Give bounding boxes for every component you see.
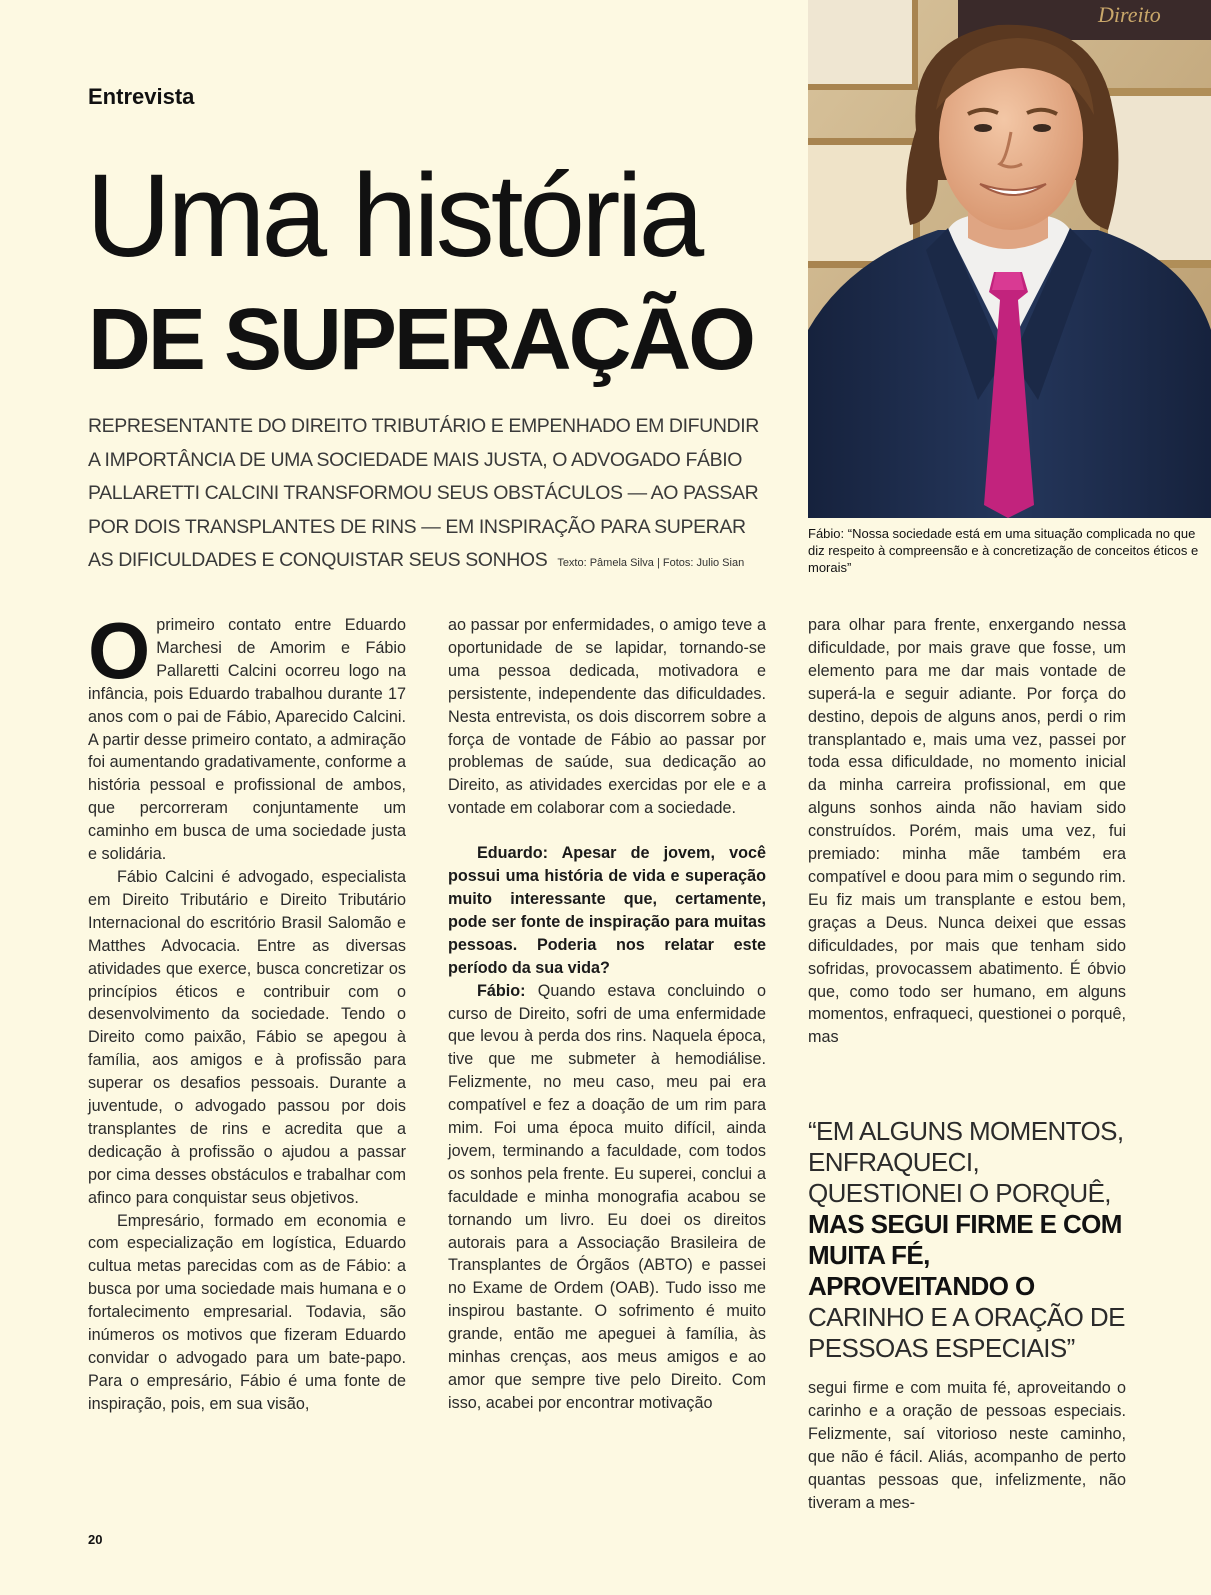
photo-caption: Fábio: “Nossa sociedade está em uma situação complicada no que diz respeito à compreensão e à concretização de conceitos éticos e morais” [808,526,1199,575]
paragraph: Fábio Calcini é advogado, especialista em Direito Tributário e Direito Tributário Internacional do escritório Brasil Salomão e Matthes Advocacia. Entre as diversas atividades que exerce, busca concretizar os princípios éticos e contribuir com o desenvolvimento da sociedade. Tendo o Direito como paixão, Fábio se apegou à família, aos amigos e à profissão para superar os desafios pessoais. Durante a juventude, o advogado passou por dois transplantes de rins e acredita que a dedicação à profissão o ajudou a passar por cima desses obstáculos e trabalhar com afinco para conquistar seus objetivos. [88,867,406,1207]
photo-text-credit: Texto: Pâmela Silva | Fotos: Julio Sian [557,557,745,569]
article-title-line1: Uma história [86,150,701,282]
column-2 [448,614,766,1415]
answer-speaker: Fábio: [477,981,526,1000]
pennant-text: Direito [1098,2,1161,27]
interview-answer [448,980,766,1415]
pull-quote-part1: “EM ALGUNS MOMENTOS, ENFRAQUECI, QUESTIONEI O PORQUÊ, [808,1116,1124,1208]
lede-text: REPRESENTANTE DO DIREITO TRIBUTÁRIO E EMPENHADO EM DIFUNDIR A IMPORTÂNCIA DE UMA SOCIEDADE MAIS JUSTA, O ADVOGADO FÁBIO PALLARETTI CALCINI TRANSFORMOU SEUS OBSTÁCULOS — AO PASSAR POR DOIS TRANSPLANTES DE RINS — EM INSPIRAÇÃO PARA SUPERAR AS DIFICULDADES E CONQUISTAR SEUS SONHOS [88,415,759,571]
paragraph: para olhar para frente, enxergando nessa dificuldade, por mais grave que fosse, um elemento para me dar mais vontade de superá-la e seguir adiante. Por força do destino, depois de alguns anos, perdi o rim transplantado e, mais uma vez, passei por toda essa dificuldade, no momento inicial da minha carreira profissional, em que alguns sonhos ainda não haviam sido construídos. Porém, mais uma vez, fui premiado: minha mãe também era compatível e doou para mim o segundo rim. Eu fiz mais um transplante e estou bem, graças a Deus. Nunca deixei que essas dificuldades, por mais que tenham sido sofridas, provocassem abatimento. É óbvio que, como todo ser humano, em alguns momentos, enfraqueci, questionei o porquê, mas [808,616,1126,1047]
pull-quote-part2: CARINHO E A ORAÇÃO DE PESSOAS ESPECIAIS” [808,1302,1125,1363]
intro-paragraph [88,606,406,866]
article-title-line2: DE SUPERAÇÃO [88,291,753,388]
paragraph: Empresário, formado em economia e com especialização em logística, Eduardo cultua metas parecidas com as de Fábio: a busca por uma sociedade mais humana e o fortalecimento empresarial. Todavia, são inúmeros os motivos que fizeram Eduardo convidar o advogado para um bate-papo. Para o empresário, Fábio é uma fonte de inspiração, pois, em sua visão, [88,1211,406,1413]
portrait-photo [808,0,1211,518]
interview-question: Eduardo: Apesar de jovem, você possui uma história de vida e superação muito interessante que, certamente, pode ser fonte de inspiração para muitas pessoas. Poderia nos relatar este período da sua vida? [448,844,766,977]
paragraph-text: primeiro contato entre Eduardo Marchesi de Amorim e Fábio Pallaretti Calcini ocorreu logo na infância, pois Eduardo trabalhou durante 17 anos com o pai de Fábio, Aparecido Calcini. A partir desse primeiro contato, a admiração foi aumentando gradativamente, conforme a história pessoal e profissional de ambos, que percorreram conjuntamente um caminho em busca de uma sociedade justa e solidária. [88,616,406,864]
column-1 [88,606,406,1416]
paragraph: segui firme e com muita fé, aproveitando o carinho e a oração de pessoas especiais. Felizmente, saí vitorioso neste caminho, que não é fácil. Aliás, acompanho de perto quantas pessoas que, infelizmente, não tiveram a mes- [808,1379,1126,1512]
pull-quote [808,1116,1128,1364]
column-3-continued [808,1377,1126,1514]
article-lede [88,410,768,581]
pull-quote-bold: MAS SEGUI FIRME E COM MUITA FÉ, APROVEITANDO O [808,1209,1122,1301]
column-3 [808,614,1126,1049]
page-number: 20 [88,1532,103,1547]
section-label: Entrevista [88,84,195,109]
answer-text: Quando estava concluindo o curso de Direito, sofri de uma enfermidade que levou à perda dos rins. Naquela época, tive que me submeter à hemodiálise. Felizmente, no meu caso, meu pai era compatível e fez a doação de um rim para mim. Foi uma época muito difícil, ainda jovem, terminando a faculdade, com todos os sonhos pela frente. Eu superei, conclui a faculdade e minha monografia acabou se tornando um livro. Eu doei os direitos autorais para a Associação Brasileira de Transplantes de Órgãos (ABTO) e passei no Exame de Ordem (OAB). Tudo isso me inspirou bastante. O sofrimento é muito grande, então me apeguei à família, às minhas crenças, aos meus amigos e ao amor que sempre tive pelo Direito. Com isso, acabei por encontrar motivação [448,981,766,1412]
drop-cap: O [88,606,151,695]
paragraph: ao passar por enfermidades, o amigo teve a oportunidade de se lapidar, tornando-se uma pessoa dedicada, motivadora e persistente, independente das dificuldades. Nesta entrevista, os dois discorrem sobre a força de vontade de Fábio ao passar por problemas de saúde, sua dedicação ao Direito, as atividades exercidas por ele e a vontade em colaborar com a sociedade. [448,616,766,818]
